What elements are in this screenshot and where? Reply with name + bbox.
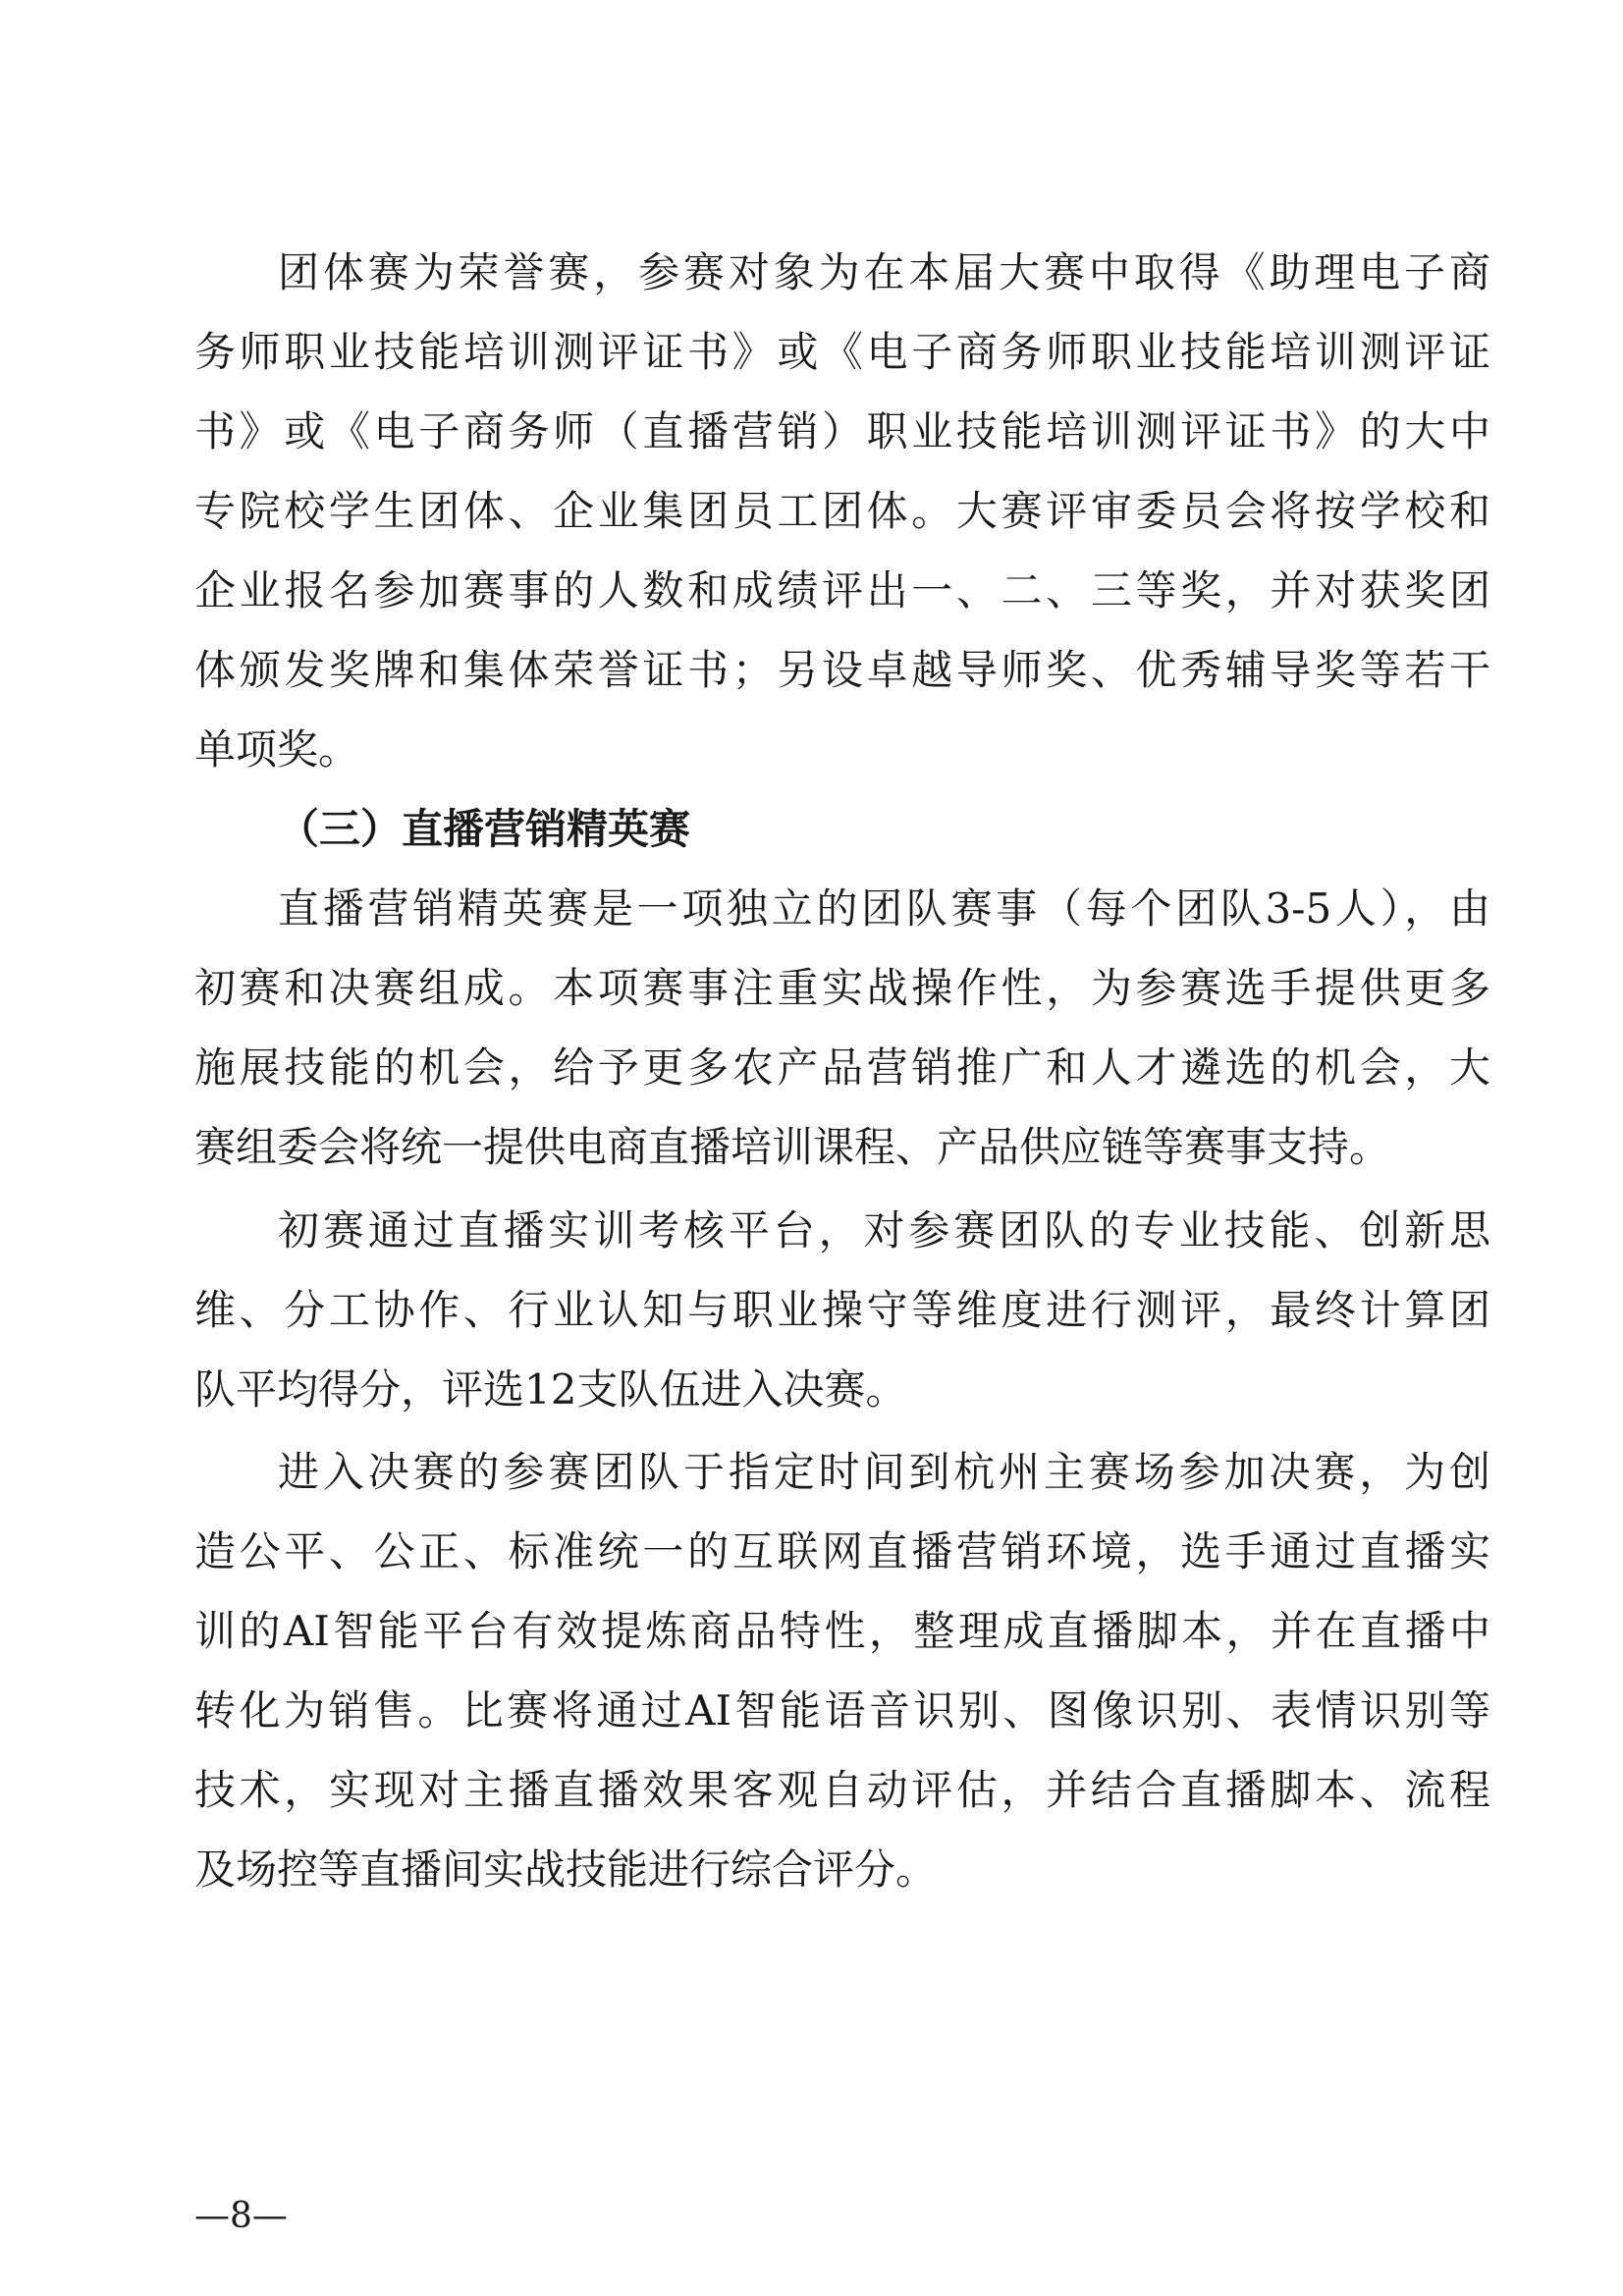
paragraph-4-line-6: 及场控等直播间实战技能进行综合评分。 <box>194 1845 938 1894</box>
paragraph-4-line-1: 进入决赛的参赛团队于指定时间到杭州主赛场参加决赛，为创 <box>278 1448 1490 1496</box>
paragraph-1-line-7: 单项奖。 <box>194 725 360 774</box>
paragraph-1-line-2: 务师职业技能培训测评证书》或《电子商务师职业技能培训测评证 <box>194 328 1490 376</box>
paragraph-3-line-3: 队平均得分，评选12支队伍进入决赛。 <box>194 1365 907 1414</box>
paragraph-1-line-6: 体颁发奖牌和集体荣誉证书；另设卓越导师奖、优秀辅导奖等若干 <box>194 646 1490 694</box>
paragraph-4-line-4: 转化为销售。比赛将通过AI智能语音识别、图像识别、表情识别等 <box>194 1686 1490 1735</box>
paragraph-1-line-4: 专院校学生团体、企业集团员工团体。大赛评审委员会将按学校和 <box>194 487 1490 535</box>
paragraph-1-line-3: 书》或《电子商务师（直播营销）职业技能培训测评证书》的大中 <box>194 407 1490 455</box>
paragraph-2-line-1: 直播营销精英赛是一项独立的团队赛事（每个团队3-5人），由 <box>278 884 1490 933</box>
paragraph-1-line-5: 企业报名参加赛事的人数和成绩评出一、二、三等奖，并对获奖团 <box>194 566 1490 614</box>
section-heading: （三）直播营销精英赛 <box>278 805 691 853</box>
paragraph-4-line-3: 训的AI智能平台有效提炼商品特性，整理成直播脚本，并在直播中 <box>194 1607 1490 1655</box>
paragraph-1-line-1: 团体赛为荣誉赛，参赛对象为在本届大赛中取得《助理电子商 <box>278 248 1490 296</box>
paragraph-2-line-4: 赛组委会将统一提供电商直播培训课程、产品供应链等赛事支持。 <box>194 1123 1391 1171</box>
paragraph-2-line-3: 施展技能的机会，给予更多农产品营销推广和人才遴选的机会，大 <box>194 1043 1490 1092</box>
paragraph-2-line-2: 初赛和决赛组成。本项赛事注重实战操作性，为参赛选手提供更多 <box>194 964 1490 1012</box>
paragraph-3-line-2: 维、分工协作、行业认知与职业操守等维度进行测评，最终计算团 <box>194 1286 1490 1334</box>
paragraph-3-line-1: 初赛通过直播实训考核平台，对参赛团队的专业技能、创新思 <box>278 1206 1490 1255</box>
paragraph-4-line-5: 技术，实现对主播直播效果客观自动评估，并结合直播脚本、流程 <box>194 1766 1490 1814</box>
paragraph-4-line-2: 造公平、公正、标准统一的互联网直播营销环境，选手通过直播实 <box>194 1527 1490 1575</box>
page-number: —8— <box>194 2196 288 2236</box>
